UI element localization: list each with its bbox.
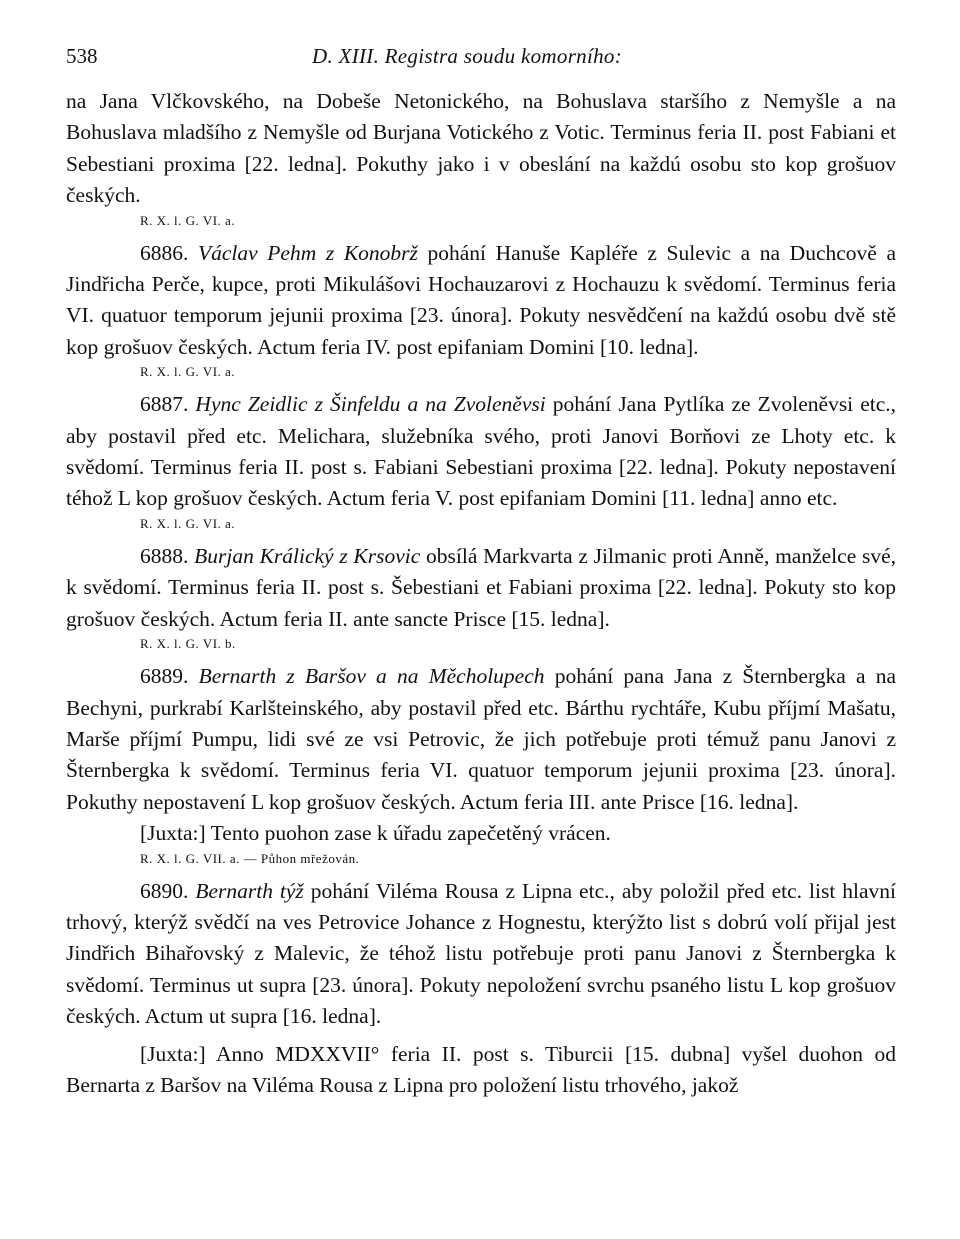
archive-signature: R. X. l. G. VI. a.: [140, 515, 236, 531]
record-entry: [66, 876, 896, 1102]
entry-names: Bernarth týž: [195, 878, 304, 903]
record-entry: [66, 541, 896, 657]
entry-text: pohání pana Jana z Šternbergka a na Bechyni, purkrabí Karlšteinského, aby postavil před etc. Bárthu rychtáře, Kubu příjmí Mašatu, Marše příjmí Pumpu, lidi své ze vsi Petrovic, že jich potřebuje proti témuž panu Janovi z Šternbergka k svědomí. Terminus feria VI. quatuor temporum jejunii proxima [23. února]. Pokuthy nepostavení L kop grošuov českých. Actum feria III. ante Prisce [16. ledna].: [66, 664, 897, 814]
entry-names: Burjan Králický z Krsovic: [194, 543, 421, 568]
entry-names: Hync Zeidlic z Šinfeldu a na Zvoleněvsi: [195, 392, 546, 417]
entry-names: Bernarth z Baršov a na Měcholupech: [198, 664, 545, 689]
entry-text: obsílá Markvarta z Jilmanic proti Anně, manželce své, k svědomí. Terminus feria II. post s. Šebestiani et Fabiani proxima [22. ledna]. Pokuty sto kop grošuov českých. Actum feria II. ante sancte Prisce [15. ledna].: [66, 543, 896, 631]
entry-paragraph: [66, 661, 896, 818]
entry-number: 6888.: [140, 543, 189, 568]
archive-signature: R. X. l. G. VI. a.: [140, 364, 236, 380]
entry-number: 6887.: [140, 392, 189, 417]
entry-names: Václav Pehm z Konobrž: [197, 240, 418, 265]
entry-paragraph: [66, 389, 896, 515]
record-entry: [66, 238, 896, 386]
entry-text: pohání Hanuše Kapléře z Sulevic a na Duchcově a Jindřicha Perče, kupce, proti Mikulášovi Hochauzarovi z Hochauzu k svědomí. Terminus feria VI. quatuor temporum jejunii proxima [23. února]. Pokuty nesvědčení na každú osobu dvě stě kop grošuov českých. Actum feria IV. post epifaniam Domini [10. ledna].: [66, 240, 896, 359]
entry-number: 6890.: [140, 878, 189, 903]
entry-paragraph: [66, 238, 896, 364]
entry-paragraph: [66, 541, 896, 635]
intro-paragraph: na Jana Vlčkovského, na Dobeše Netonického, na Bohuslava staršího z Nemyšle a na Bohuslava mladšího z Nemyšle od Burjana Votického z Votic. Terminus feria II. post Fabiani et Sebestiani proxima [22. ledna]. Pokuthy jako i v obeslání na každú osobu sto kop grošuov českých.: [66, 89, 896, 208]
entry-number: 6886.: [140, 240, 189, 265]
entry-paragraph: [66, 876, 896, 1033]
page-body: [66, 86, 896, 1101]
record-entry: [66, 389, 896, 537]
record-entry: [66, 661, 896, 871]
page-number: 538: [66, 44, 98, 68]
entry-number: 6889.: [140, 664, 189, 689]
juxta-note: [Juxta:] Tento puohon zase k úřadu zapečetěný vrácen.: [140, 821, 611, 846]
juxta-note: [Juxta:] Anno MDXXVII° feria II. post s. Tiburcii [15. dubna] vyšel duohon od Bernarta z Baršov na Viléma Rousa z Lipna pro položení listu trhového, jakož: [66, 1041, 896, 1097]
entry-text: pohání Jana Pytlíka ze Zvoleněvsi etc., aby postavil před etc. Melichara, služebníka svého, proti Janovi Borňovi ze Lhoty etc. k svědomí. Terminus feria II. post s. Fabiani Sebestiani proxima [22. ledna]. Pokuty nepostavení téhož L kop grošuov českých. Actum feria V. post epifaniam Domini [11. ledna] anno etc.: [66, 392, 897, 511]
archive-signature: R. X. l. G. VI. b.: [140, 636, 236, 652]
running-title: D. XIII. Registra soudu komorního:: [312, 44, 622, 68]
archive-signature: R. X. l. G. VI. a.: [140, 212, 236, 228]
page-header: [66, 44, 896, 74]
archive-signature: R. X. l. G. VII. a. — Půhon mřežován.: [140, 850, 360, 866]
entry-text: pohání Viléma Rousa z Lipna etc., aby položil před etc. list hlavní trhový, kterýž svědčí na ves Petrovice Johance z Hognestu, kterýžto list s dobrú volí přijal jest Jindřich Bihařovský z Malevic, že téhož listu potřebuje proti panu Janovi z Šternbergka k svědomí. Terminus ut supra [23. února]. Pokuty nepoložení svrchu psaného listu L kop grošuov českých. Actum ut supra [16. ledna].: [66, 878, 896, 1029]
